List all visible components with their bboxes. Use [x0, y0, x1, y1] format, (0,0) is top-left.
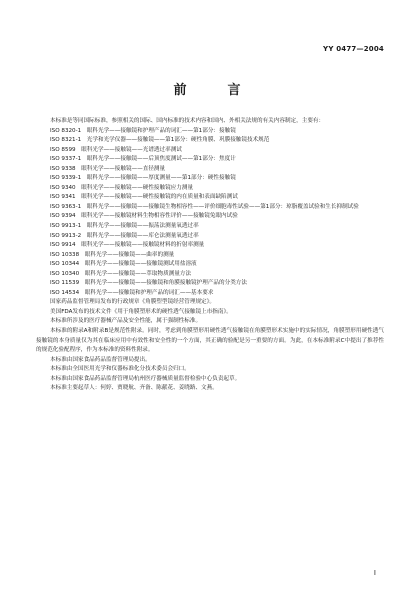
mandatory-statement: 本标准所涉及的医疗器械产品及安全性能，属于强制性标准。 — [50, 318, 202, 325]
reference-standard: ISO 9913-1 眼科光学——接触镜——振荡法测量氧透过率 — [50, 223, 199, 230]
reference-standard: ISO 9363-1 眼科光学——接触镜——接触镜生物相容性——评价细胞毒性试验——第1部分：琼脂覆盖试验和生长抑制试验 — [50, 203, 359, 210]
reference-standard: ISO 14534 眼科光学——接触镜和护理产品的词汇——基本要求 — [50, 289, 214, 296]
intro-paragraph: 本标准是等同国际标准，参照相关的国际、国内标准的技术内容和国内、外相关法规的有关内容制定，主要有： — [50, 118, 325, 124]
regulation-reference: 国家药品监督管理局发布的行政规章《角膜塑型镜经营管理规定》。 — [50, 299, 216, 306]
reference-standard: ISO 10340 眼科光学——接触镜——萃取物质测量方法 — [50, 270, 192, 277]
reference-standard: ISO 9913-2 眼科光学——接触镜——库仑法测量氧透过率 — [50, 232, 199, 239]
standard-code: YY 0477—2004 — [323, 45, 384, 53]
reference-standard: ISO 10344 眼科光学——接触镜——接触镜测试用盐溶液 — [50, 261, 197, 268]
reference-standard: ISO 9914 眼科光学——接触镜——接触镜材料的折射率测量 — [50, 242, 205, 249]
reference-standard: ISO 9339-1 眼科光学——接触镜——厚度测量——第1部分：硬性接触镜 — [50, 175, 236, 182]
reference-standard: ISO 9340 眼科光学——接触镜——硬性接触镜应力测量 — [50, 184, 194, 191]
proposer-statement: 本标准由国家食品药品监督管理局提出。 — [50, 356, 151, 363]
reference-standard: ISO 11539 眼科光学——接触镜——接触镜和角膜接触镜护理产品的分类方法 — [50, 280, 247, 287]
drafting-unit-statement: 本标准由国家食品药品监督管理局杭州医疗器械质量监督检验中心负责起草。 — [50, 375, 241, 382]
page-number: I — [373, 569, 376, 577]
reference-standard: ISO 8599 眼科光学——接触镜——光谱透过率测试 — [50, 146, 182, 153]
reference-standard: ISO 10338 眼科光学——接触镜——曲率的测量 — [50, 251, 175, 258]
annex-paragraph: 本标准的附录A和附录B是规范性附录。同时，考虑到角膜塑形用硬性透气接触镜在角膜塑形术实施中的实际情况，角膜塑形用硬性透气接触镜的本身质量仅为其在临床应用中有效性和安全性的一个方面，其正确的验配是另一重要的方面。为此，在本标准附录C中提出了推荐性的规范化验配程序，作为本标准的资料性附录。 — [36, 328, 384, 354]
reference-standard: ISO 9341 眼科光学——接触镜——硬性接触镜的内在质量和表面缺陷测试 — [50, 194, 238, 201]
foreword-body — [36, 117, 384, 394]
centralized-statement: 本标准由全国医用光学和仪器标准化分技术委员会归口。 — [50, 366, 190, 373]
reference-standard: ISO 9394 眼科光学——接触镜材料生物相容性评价——接触镜兔眼内试验 — [50, 213, 238, 220]
page-title: 前 言 — [173, 83, 255, 98]
reference-standard: ISO 9337-1 眼科光学——接触镜——后顶焦度测试——第1部分：焦度计 — [50, 156, 236, 163]
reference-standard: ISO 8321-1 光学和光学仪器——接触镜——第1部分：硬性角膜、巩膜接触镜技术规范 — [50, 137, 270, 144]
reference-standard: ISO 8320-1 眼科光学——接触镜和护理产品的词汇——第1部分：接触镜 — [50, 127, 236, 134]
drafters-statement: 本标准主要起草人：何婷、贾晓航、齐备、陈献花、姜晓路、文燕。 — [50, 385, 218, 392]
regulation-reference: 美国FDA发布的技术文件《用于角膜塑形术的硬性透气接触镜上市指南》。 — [50, 308, 232, 315]
reference-standard: ISO 9338 眼科光学——接触镜——直径测量 — [50, 165, 166, 172]
